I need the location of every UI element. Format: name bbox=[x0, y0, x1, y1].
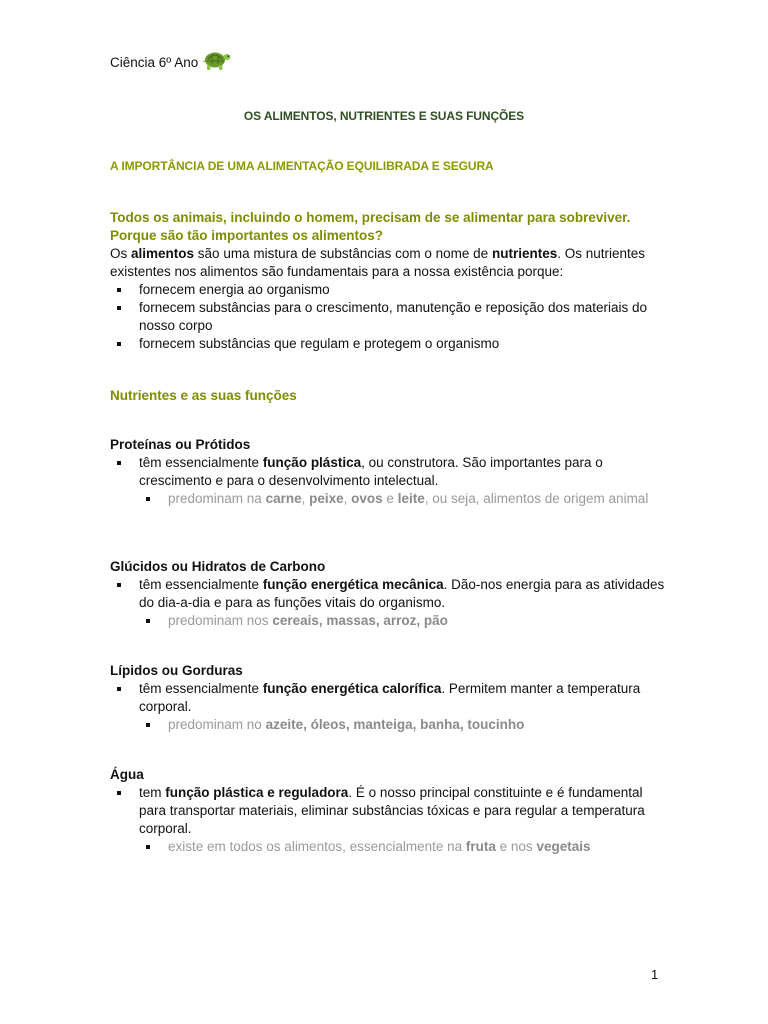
page-header bbox=[110, 53, 232, 73]
intro-bold-nutrientes: nutrientes bbox=[491, 246, 558, 261]
list-item bbox=[110, 576, 670, 612]
list-item bbox=[110, 454, 670, 490]
item-text: têm essencialmente bbox=[139, 455, 263, 470]
water-list bbox=[110, 784, 670, 856]
item-text: , bbox=[343, 491, 352, 506]
item-text: e bbox=[382, 491, 398, 506]
item-bold: azeite, óleos, manteiga, banha, toucinho bbox=[265, 717, 525, 732]
proteins-heading: Proteínas ou Prótidos bbox=[110, 437, 251, 452]
item-text: . Dão-nos energia para as atividades do dia-a-dia e para as funções vitais do organismo. bbox=[139, 577, 665, 610]
header-text: Ciência 6º Ano bbox=[110, 55, 199, 70]
food-leite: leite bbox=[397, 491, 425, 506]
food-fruta: fruta bbox=[465, 839, 496, 854]
turtle-icon bbox=[202, 47, 232, 73]
intro-bullet-list bbox=[110, 281, 670, 353]
item-text: predominam na bbox=[168, 491, 266, 506]
item-text: predominam nos bbox=[168, 613, 273, 628]
document-title: OS ALIMENTOS, NUTRIENTES E SUAS FUNÇÕES bbox=[243, 109, 525, 123]
item-bold: função energética calorífica bbox=[262, 681, 442, 696]
sub-list-item bbox=[110, 716, 670, 734]
sub-list-item bbox=[110, 838, 670, 856]
fats-block bbox=[110, 662, 670, 734]
food-ovos: ovos bbox=[351, 491, 383, 506]
intro-question-1: Todos os animais, incluindo o homem, precisam de se alimentar para sobreviver. bbox=[110, 210, 631, 225]
sub-list-item bbox=[110, 612, 670, 630]
item-text: e nos bbox=[495, 839, 537, 854]
intro-bold-alimentos: alimentos bbox=[131, 246, 195, 261]
item-text: , ou construtora. São importantes para o crescimento e para o desenvolvimento intelectual. bbox=[139, 455, 603, 488]
item-bold: função plástica bbox=[262, 455, 362, 470]
intro-block bbox=[110, 209, 670, 353]
intro-question-2: Porque são tão importantes os alimentos? bbox=[110, 228, 384, 243]
fats-heading: Lípidos ou Gorduras bbox=[110, 663, 243, 678]
food-carne: carne bbox=[265, 491, 302, 506]
nutrients-section-title: Nutrientes e as suas funções bbox=[110, 388, 297, 403]
item-text: predominam no bbox=[168, 717, 266, 732]
proteins-block bbox=[110, 436, 670, 508]
intro-text: são uma mistura de substâncias com o nome de bbox=[194, 246, 492, 261]
item-text: , ou seja, alimentos de origem animal bbox=[424, 491, 649, 506]
section-subtitle: A IMPORTÂNCIA DE UMA ALIMENTAÇÃO EQUILIBRADA E SEGURA bbox=[110, 159, 494, 173]
list-item: fornecem energia ao organismo bbox=[110, 281, 670, 299]
proteins-list bbox=[110, 454, 670, 508]
food-peixe: peixe bbox=[309, 491, 344, 506]
item-bold: função plástica e reguladora bbox=[165, 785, 349, 800]
item-text: . É o nosso principal constituinte e é fundamental para transportar materiais, eliminar substâncias tóxicas e para regular a temperatura corporal. bbox=[139, 785, 645, 836]
water-heading: Água bbox=[110, 767, 144, 782]
list-item: fornecem substâncias que regulam e protegem o organismo bbox=[110, 335, 670, 353]
list-item: fornecem substâncias para o crescimento, manutenção e reposição dos materiais do nosso corpo bbox=[110, 299, 670, 335]
list-item bbox=[110, 680, 670, 716]
intro-paragraph bbox=[110, 245, 670, 281]
item-bold: cereais, massas, arroz, pão bbox=[272, 613, 448, 628]
item-text: . Permitem manter a temperatura corporal. bbox=[139, 681, 641, 714]
intro-text: Os bbox=[110, 246, 132, 261]
page-number: 1 bbox=[651, 967, 659, 982]
carbs-list bbox=[110, 576, 670, 630]
list-item bbox=[110, 784, 670, 838]
item-text: tem bbox=[139, 785, 166, 800]
sub-list-item bbox=[110, 490, 670, 508]
item-text: , bbox=[301, 491, 310, 506]
food-vegetais: vegetais bbox=[536, 839, 591, 854]
water-block bbox=[110, 766, 670, 856]
fats-list bbox=[110, 680, 670, 734]
carbs-block bbox=[110, 558, 670, 630]
carbs-heading: Glúcidos ou Hidratos de Carbono bbox=[110, 559, 326, 574]
item-text: existe em todos os alimentos, essencialmente na bbox=[168, 839, 466, 854]
item-text: têm essencialmente bbox=[139, 681, 263, 696]
item-bold: função energética mecânica bbox=[262, 577, 444, 592]
item-text: têm essencialmente bbox=[139, 577, 263, 592]
intro-text: . Os nutrientes existentes nos alimentos são fundamentais para a nossa existência porque: bbox=[110, 246, 646, 279]
